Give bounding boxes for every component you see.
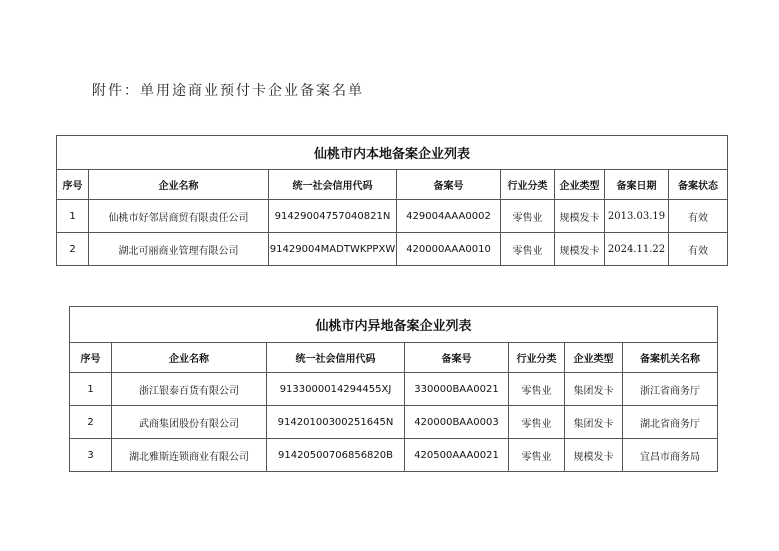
cell-industry: 零售业	[509, 373, 565, 406]
cell-index: 1	[57, 200, 89, 233]
header-record-number: 备案号	[405, 343, 509, 373]
cell-record-number: 420000BAA0003	[405, 406, 509, 439]
header-credit-code: 统一社会信用代码	[267, 343, 405, 373]
cell-company-name: 仙桃市好邻居商贸有限责任公司	[89, 200, 269, 233]
header-record-authority: 备案机关名称	[623, 343, 718, 373]
cell-credit-code: 9133000014294455XJ	[267, 373, 405, 406]
cell-company-type: 规模发卡	[565, 439, 623, 472]
cell-credit-code: 91420500706856820B	[267, 439, 405, 472]
header-record-number: 备案号	[397, 170, 501, 200]
cell-record-status: 有效	[669, 200, 728, 233]
header-credit-code: 统一社会信用代码	[269, 170, 397, 200]
cell-company-name: 武商集团股份有限公司	[112, 406, 267, 439]
table-header-row	[57, 170, 728, 200]
cell-company-type: 规模发卡	[555, 200, 605, 233]
cell-company-type: 规模发卡	[555, 233, 605, 266]
attachment-title: 附件：单用途商业预付卡企业备案名单	[92, 83, 364, 99]
remote-enterprise-table	[69, 306, 718, 472]
cell-index: 3	[70, 439, 112, 472]
cell-record-authority: 宜昌市商务局	[623, 439, 718, 472]
cell-record-number: 330000BAA0021	[405, 373, 509, 406]
header-company-type: 企业类型	[555, 170, 605, 200]
table-header-row	[70, 343, 718, 373]
header-company-name: 企业名称	[89, 170, 269, 200]
cell-industry: 零售业	[509, 406, 565, 439]
cell-record-number: 420000AAA0010	[397, 233, 501, 266]
cell-record-date: 2013.03.19	[605, 200, 669, 233]
table-row	[57, 233, 728, 266]
header-company-type: 企业类型	[565, 343, 623, 373]
cell-industry: 零售业	[509, 439, 565, 472]
table-row	[70, 406, 718, 439]
cell-industry: 零售业	[501, 233, 555, 266]
cell-record-status: 有效	[669, 233, 728, 266]
cell-index: 2	[70, 406, 112, 439]
table-row	[70, 373, 718, 406]
header-industry: 行业分类	[509, 343, 565, 373]
cell-credit-code: 91429004757040821N	[269, 200, 397, 233]
local-enterprise-table	[56, 135, 728, 266]
cell-record-number: 420500AAA0021	[405, 439, 509, 472]
cell-company-type: 集团发卡	[565, 373, 623, 406]
cell-company-name: 湖北可丽商业管理有限公司	[89, 233, 269, 266]
table-caption: 仙桃市内异地备案企业列表	[70, 307, 718, 343]
header-index: 序号	[70, 343, 112, 373]
table-caption: 仙桃市内本地备案企业列表	[57, 136, 728, 170]
cell-record-authority: 浙江省商务厅	[623, 373, 718, 406]
table-row	[70, 439, 718, 472]
cell-credit-code: 91420100300251645N	[267, 406, 405, 439]
header-record-date: 备案日期	[605, 170, 669, 200]
header-industry: 行业分类	[501, 170, 555, 200]
cell-index: 2	[57, 233, 89, 266]
cell-record-number: 429004AAA0002	[397, 200, 501, 233]
header-company-name: 企业名称	[112, 343, 267, 373]
header-index: 序号	[57, 170, 89, 200]
cell-record-authority: 湖北省商务厅	[623, 406, 718, 439]
cell-record-date: 2024.11.22	[605, 233, 669, 266]
header-record-status: 备案状态	[669, 170, 728, 200]
cell-company-name: 湖北雅斯连锁商业有限公司	[112, 439, 267, 472]
table-row	[57, 200, 728, 233]
cell-company-type: 集团发卡	[565, 406, 623, 439]
cell-company-name: 浙江银泰百货有限公司	[112, 373, 267, 406]
cell-index: 1	[70, 373, 112, 406]
cell-industry: 零售业	[501, 200, 555, 233]
cell-credit-code: 91429004MADTWKPPXW	[269, 233, 397, 266]
